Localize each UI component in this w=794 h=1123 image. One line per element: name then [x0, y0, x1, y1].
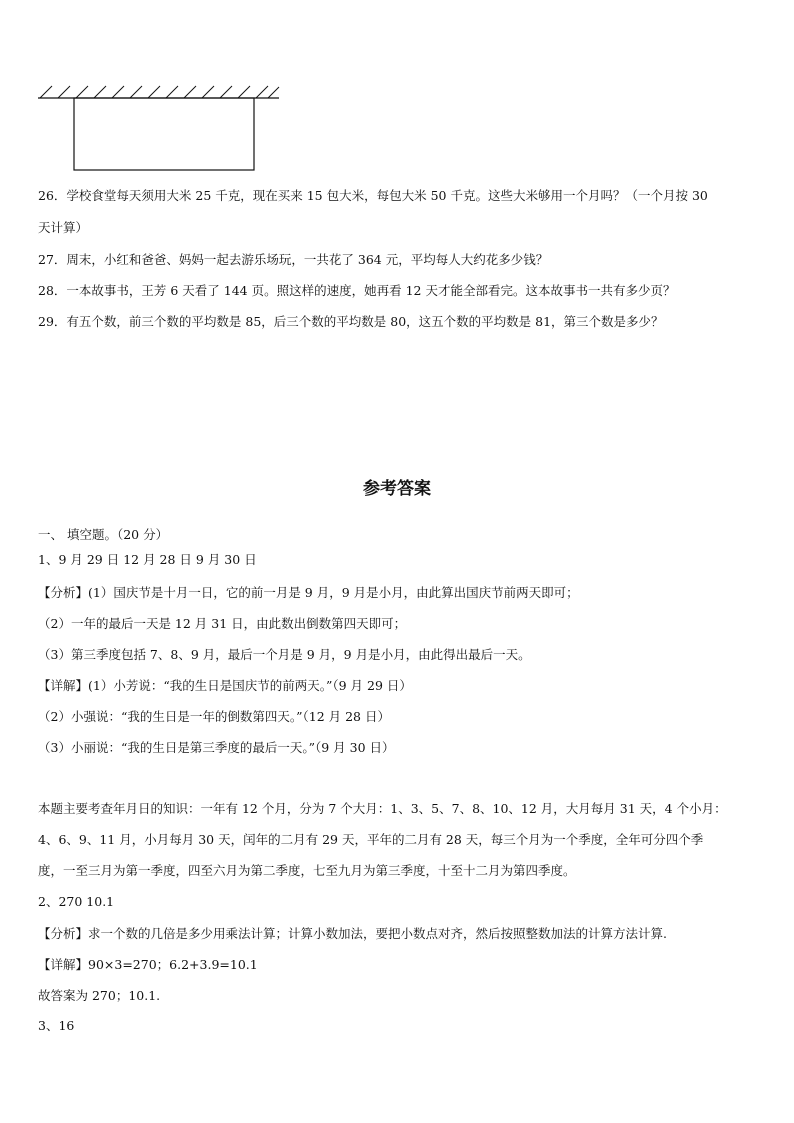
question-26-cont: 天计算） [38, 220, 89, 235]
answer-1-detail-2: （2）小强说：“我的生日是一年的倒数第四天。”（12 月 28 日） [38, 709, 390, 724]
answer-1-note-2: 4、6、9、11 月，小月每月 30 天，闰年的二月有 29 天，平年的二月有 28 天，每三个月为一个季度，全年可分四个季 [38, 832, 704, 847]
answers-title: 参考答案 [363, 479, 431, 499]
answer-2-analysis: 【分析】求一个数的几倍是多少用乘法计算；计算小数加法，要把小数点对齐，然后按照整数加法的计算方法计算. [38, 926, 667, 941]
answer-1-analysis-1: 【分析】(1）国庆节是十月一日，它的前一月是 9 月，9 月是小月，由此算出国庆节前两天即可； [38, 585, 579, 600]
answer-2-conclusion: 故答案为 270；10.1. [38, 988, 161, 1003]
answer-1-detail-3: （3）小丽说：“我的生日是第三季度的最后一天。”（9 月 30 日） [38, 740, 395, 755]
question-27: 27．周末，小红和爸爸、妈妈一起去游乐场玩，一共花了 364 元，平均每人大约花多少钱？ [38, 252, 549, 267]
hanging-box-figure [36, 80, 282, 174]
answer-1-note-1: 本题主要考查年月日的知识：一年有 12 个月，分为 7 个大月：1、3、5、7、8、10、12 月，大月每月 31 天，4 个小月： [38, 801, 727, 816]
question-29: 29．有五个数，前三个数的平均数是 85，后三个数的平均数是 80，这五个数的平均数是 81，第三个数是多少？ [38, 314, 664, 329]
answer-1-analysis-3: （3）第三季度包括 7、8、9 月，最后一个月是 9 月，9 月是小月，由此得出最后一天。 [38, 647, 531, 662]
section-heading: 一、 填空题。（20 分） [38, 527, 169, 542]
answer-1-note-3: 度，一至三月为第一季度，四至六月为第二季度，七至九月为第三季度，十至十二月为第四季度。 [38, 863, 576, 878]
answer-1-analysis-2: （2）一年的最后一天是 12 月 31 日，由此数出倒数第四天即可； [38, 616, 407, 631]
question-26: 26．学校食堂每天须用大米 25 千克，现在买来 15 包大米，每包大米 50 千克。这些大米够用一个月吗？（一个月按 30 [38, 188, 708, 203]
answer-1-detail-1: 【详解】(1）小芳说：“我的生日是国庆节的前两天。”（9 月 29 日） [38, 678, 412, 693]
answer-2: 2、270 10.1 [38, 894, 115, 909]
answer-2-detail: 【详解】90×3=270；6.2+3.9=10.1 [38, 957, 258, 972]
ceiling-hatching [40, 86, 279, 98]
question-28: 28．一本故事书，王芳 6 天看了 144 页。照这样的速度，她再看 12 天才能全部看完。这本故事书一共有多少页？ [38, 283, 676, 298]
answer-1: 1、9 月 29 日 12 月 28 日 9 月 30 日 [38, 552, 257, 567]
answer-3: 3、16 [38, 1018, 75, 1033]
hanging-box [74, 98, 254, 170]
